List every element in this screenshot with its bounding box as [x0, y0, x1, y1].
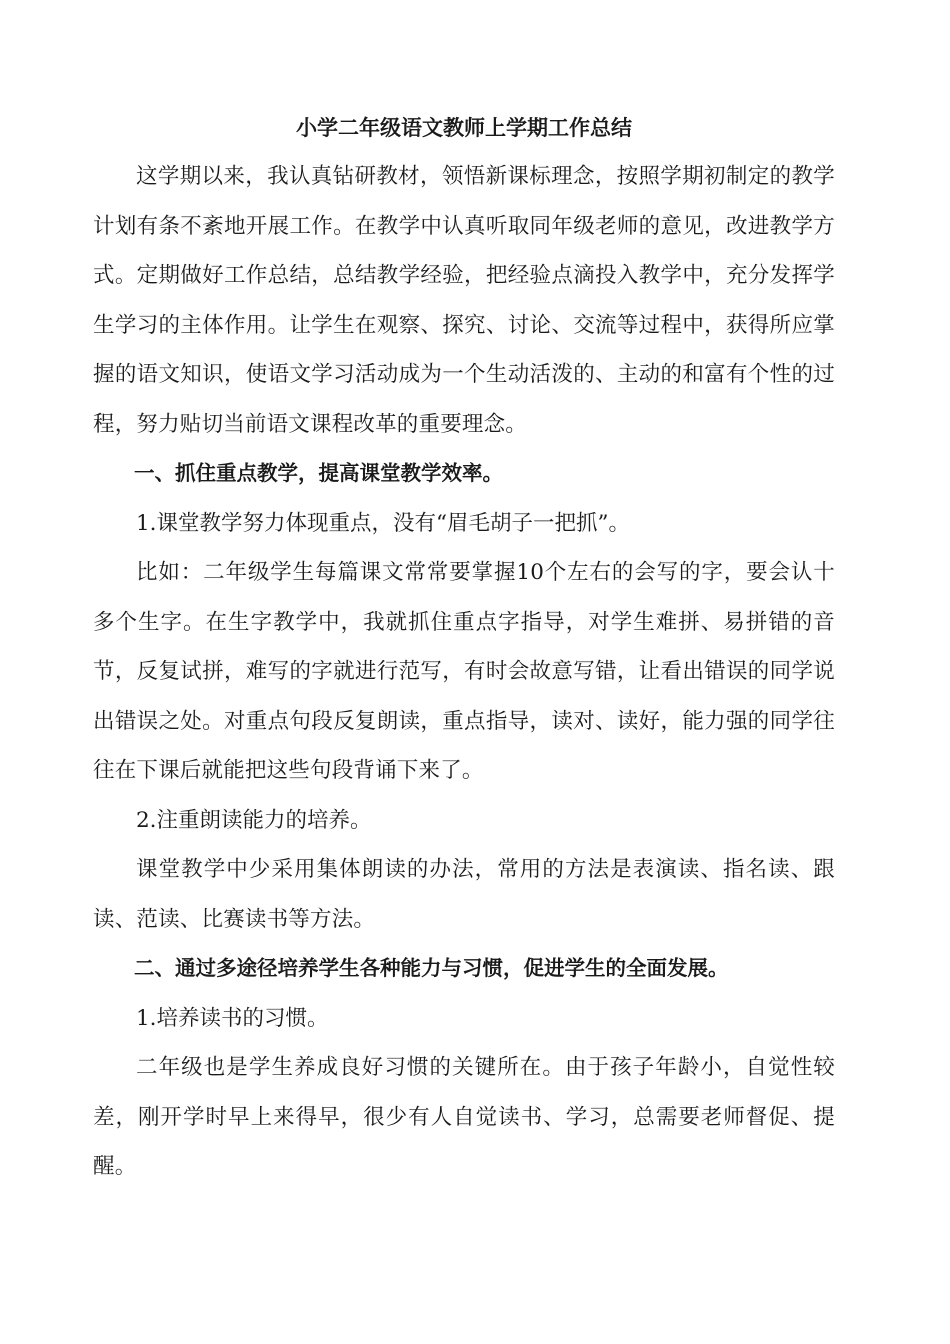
section-2-item-1-title: 1.培养读书的习惯。 — [136, 1005, 329, 1031]
section-1-item-1-body: 比如：二年级学生每篇课文常常要掌握10个左右的会写的字，要会认十多个生字。在生字教学中，我就抓住重点字指导，对学生难拼、易拼错的音节，反复试拼，难写的字就进行范写，有时会故意写错，让看出错误的同学说出错误之处。对重点句段反复朗读，重点指导，读对、读好，能力强的同学往往在下课后就能把这些句段背诵下来了。 — [93, 560, 835, 783]
section-1-item-2-title: 2.注重朗读能力的培养。 — [136, 807, 372, 833]
document-page — [93, 110, 835, 1192]
section-1-item-2-body: 课堂教学中少采用集体朗读的办法，常用的方法是表演读、指名读、跟读、范读、比赛读书等方法。 — [93, 857, 835, 932]
section-1-heading: 一、抓住重点教学，提高课堂教学效率。 — [134, 461, 503, 485]
section-2-heading: 二、通过多途径培养学生各种能力与习惯，促进学生的全面发展。 — [134, 956, 729, 980]
intro-paragraph: 这学期以来，我认真钻研教材，领悟新课标理念，按照学期初制定的教学计划有条不紊地开展工作。在教学中认真听取同年级老师的意见，改进教学方式。定期做好工作总结，总结教学经验，把经验点滴投入教学中，充分发挥学生学习的主体作用。让学生在观察、探究、讨论、交流等过程中，获得所应掌握的语文知识，使语文学习活动成为一个生动活泼的、主动的和富有个性的过程，努力贴切当前语文课程改革的重要理念。 — [93, 164, 835, 437]
section-2-item-1-body: 二年级也是学生养成良好习惯的关键所在。由于孩子年龄小，自觉性较差，刚开学时早上来得早，很少有人自觉读书、学习，总需要老师督促、提醒。 — [93, 1055, 835, 1179]
section-1-item-1-title: 1.课堂教学努力体现重点，没有“眉毛胡子一把抓”。 — [136, 510, 630, 536]
document-title: 小学二年级语文教师上学期工作总结 — [296, 116, 632, 140]
